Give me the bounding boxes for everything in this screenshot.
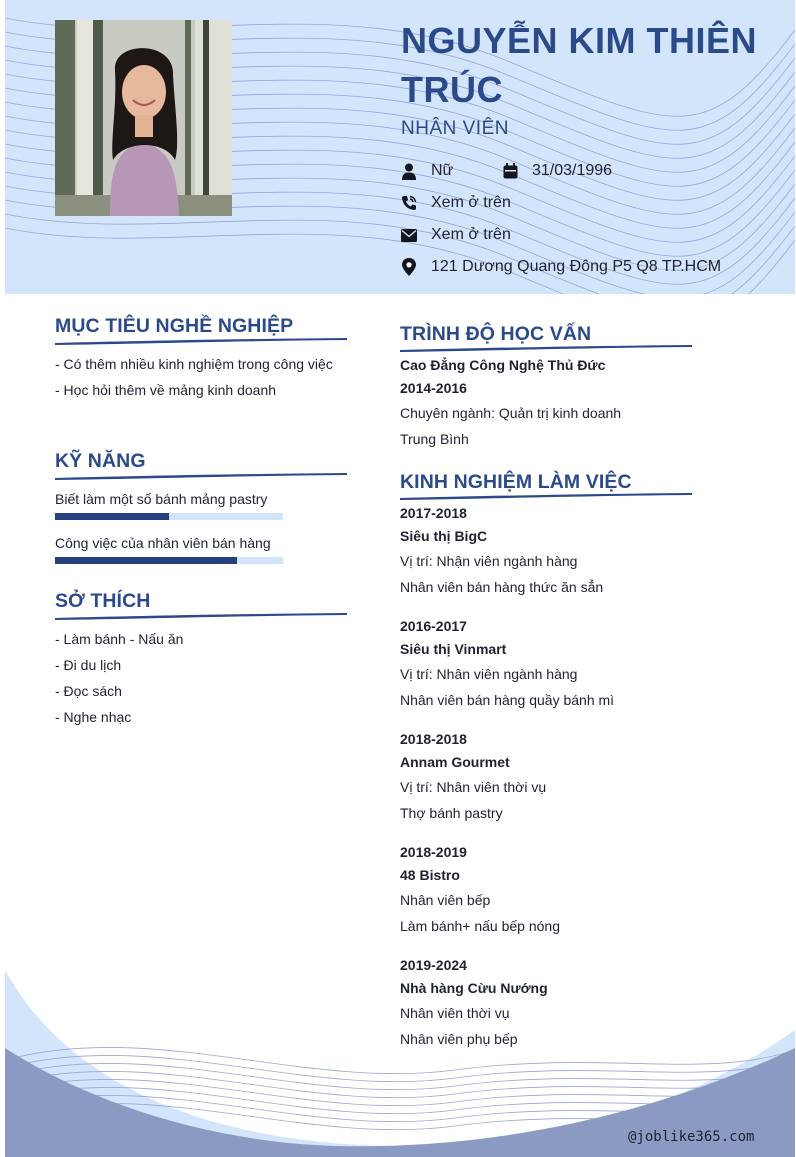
address-value: 121 Dương Quang Đông P5 Q8 TP.HCM: [431, 258, 722, 275]
job-line: Làm bánh+ nấu bếp nóng: [400, 918, 560, 934]
experience-brush-underline: [398, 491, 694, 501]
job-years: 2016-2017: [400, 618, 467, 634]
job-years: 2019-2024: [400, 957, 467, 973]
job-line: Nhân viên phụ bếp: [400, 1031, 518, 1047]
resume-page: [5, 0, 795, 1157]
job-years: 2018-2018: [400, 731, 467, 747]
skill-label: Biết làm một số bánh mảng pastry: [55, 491, 268, 507]
job-years: 2017-2018: [400, 505, 467, 521]
skill-bar: [55, 557, 283, 564]
birthdate-row: [503, 162, 612, 180]
education-grade: Trung Bình: [400, 431, 469, 447]
gender-row: [401, 162, 453, 180]
person-icon: [401, 163, 417, 180]
job-line: Vị trí: Nhân viên ngành hàng: [400, 666, 578, 682]
profile-photo: [55, 20, 232, 216]
skill-bar: [55, 513, 283, 520]
calendar-icon: [503, 163, 518, 179]
candidate-role: NHÂN VIÊN: [401, 118, 509, 139]
job-company: Nhà hàng Cừu Nướng: [400, 980, 548, 996]
candidate-name: NGUYỄN KIM THIÊN TRÚC: [401, 20, 758, 110]
location-pin-icon: [401, 258, 417, 276]
hobbies-title: SỞ THÍCH: [55, 590, 151, 612]
gender-value: Nữ: [431, 162, 454, 179]
email-row: [401, 226, 511, 244]
job-line: Nhân viên thời vụ: [400, 1005, 510, 1021]
hobby-item: - Nghe nhạc: [55, 709, 132, 725]
education-school: Cao Đẳng Công Nghệ Thủ Đức: [400, 357, 606, 373]
skill-bar-fill: [55, 513, 169, 520]
job-company: 48 Bistro: [400, 867, 460, 883]
job-line: Nhân viên bán hàng thức ăn sẳn: [400, 579, 604, 595]
skills-title: KỸ NĂNG: [55, 450, 146, 472]
skills-brush-underline: [53, 471, 349, 481]
job-line: Nhân viên bếp: [400, 892, 491, 908]
objective-brush-underline: [53, 336, 349, 346]
education-title: TRÌNH ĐỘ HỌC VẤN: [400, 323, 592, 345]
objective-item: - Học hỏi thêm về mảng kinh doanh: [55, 382, 277, 398]
phone-value: Xem ở trên: [431, 194, 511, 211]
job-company: Siêu thị Vinmart: [400, 641, 507, 657]
skill-bar-fill: [55, 557, 237, 564]
job-company: Siêu thị BigC: [400, 528, 488, 544]
hobby-item: - Đi du lịch: [55, 657, 122, 673]
phone-icon: [401, 195, 417, 211]
birthdate-value: 31/03/1996: [532, 162, 613, 179]
objective-item: - Có thêm nhiều kinh nghiệm trong công việc: [55, 356, 333, 372]
address-row: [401, 258, 721, 276]
envelope-icon: [401, 229, 417, 242]
education-years: 2014-2016: [400, 380, 467, 396]
experience-title: KINH NGHIỆM LÀM VIỆC: [400, 471, 632, 493]
education-major: Chuyên ngành: Quản trị kinh doanh: [400, 405, 622, 421]
objective-title: MỤC TIÊU NGHỀ NGHIỆP: [55, 315, 294, 337]
job-company: Annam Gourmet: [400, 754, 510, 770]
hobby-item: - Đọc sách: [55, 683, 122, 699]
watermark: @joblike365.com: [628, 1129, 755, 1145]
job-years: 2018-2019: [400, 844, 467, 860]
education-brush-underline: [398, 343, 694, 353]
email-value: Xem ở trên: [431, 226, 511, 243]
job-line: Thợ bánh pastry: [400, 805, 503, 821]
skill-label: Công việc của nhân viên bán hàng: [55, 535, 271, 551]
hobbies-brush-underline: [53, 611, 349, 621]
job-line: Vị trí: Nhận viên ngành hàng: [400, 553, 578, 569]
hobby-item: - Làm bánh - Nấu ăn: [55, 631, 184, 647]
job-line: Vị trí: Nhân viên thời vụ: [400, 779, 547, 795]
phone-row: [401, 194, 511, 212]
job-line: Nhân viên bán hàng quầy bánh mì: [400, 692, 615, 708]
